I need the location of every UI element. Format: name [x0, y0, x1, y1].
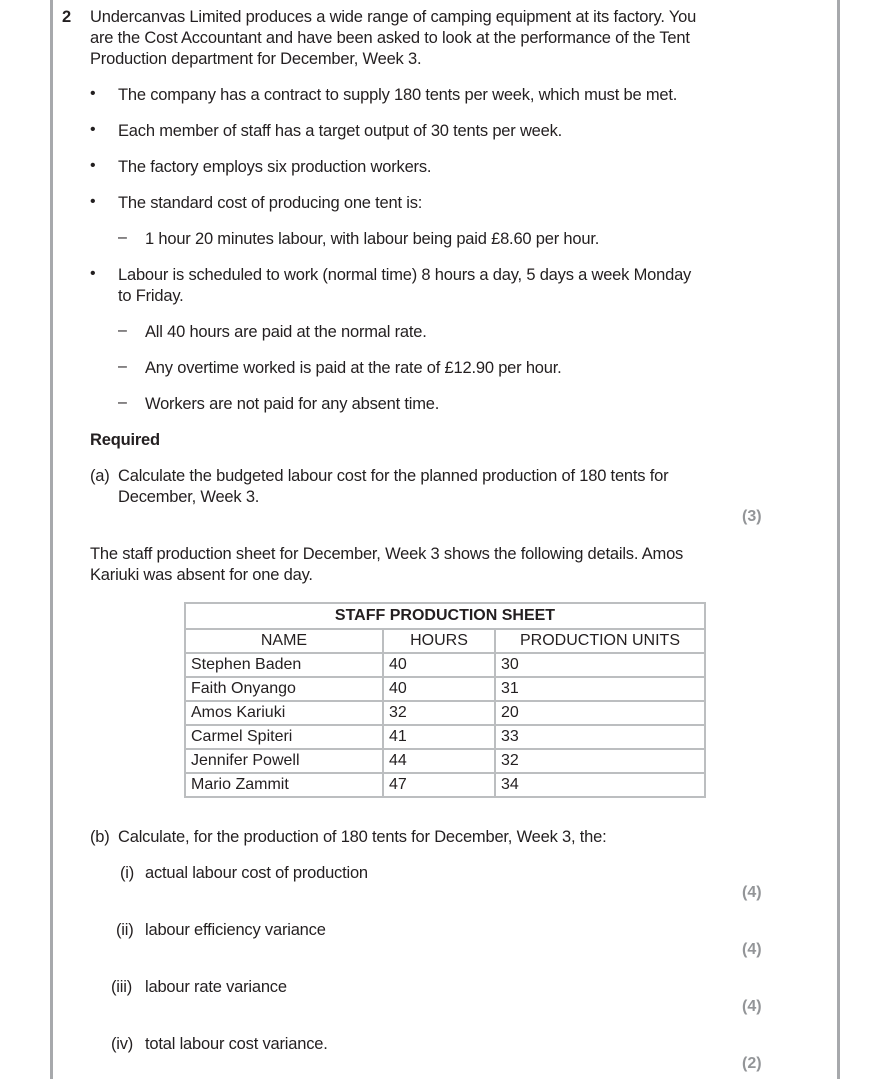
bullet-icon: • — [90, 157, 96, 174]
table-row — [185, 701, 705, 725]
table-row — [185, 677, 705, 701]
table-row — [185, 653, 705, 677]
intro-line: are the Cost Accountant and have been asked to look at the performance of the Tent — [90, 29, 690, 47]
sheet-intro: The staff production sheet for December, Week 3 shows the following details. Amos — [90, 545, 684, 563]
column-header-hours: HOURS — [383, 629, 495, 653]
cell-name: Stephen Baden — [185, 653, 383, 677]
bullet-icon: • — [90, 265, 96, 282]
subpart-text: actual labour cost of production — [145, 864, 368, 882]
cell-hours: 41 — [383, 725, 495, 749]
cell-name: Carmel Spiteri — [185, 725, 383, 749]
cell-hours: 44 — [383, 749, 495, 773]
cell-hours: 47 — [383, 773, 495, 797]
cell-units: 31 — [495, 677, 705, 701]
cell-name: Mario Zammit — [185, 773, 383, 797]
part-a-text: December, Week 3. — [118, 488, 260, 506]
marks-label: (2) — [742, 1055, 762, 1072]
marks-label: (4) — [742, 884, 762, 901]
bullet-text: The standard cost of producing one tent is: — [118, 194, 423, 212]
marks-label: (4) — [742, 941, 762, 958]
subpart-label: (iii) — [111, 978, 132, 996]
subpart-text: labour rate variance — [145, 978, 287, 996]
sheet-intro: Kariuki was absent for one day. — [90, 566, 313, 584]
dash-icon: – — [118, 358, 127, 375]
dash-text: Workers are not paid for any absent time. — [145, 395, 440, 413]
dash-icon: – — [118, 229, 127, 246]
column-header-name: NAME — [185, 629, 383, 653]
cell-units: 20 — [495, 701, 705, 725]
intro-line: Undercanvas Limited produces a wide range of camping equipment at its factory. You — [90, 8, 697, 26]
marks-label: (3) — [742, 508, 762, 525]
subpart-text: labour efficiency variance — [145, 921, 326, 939]
bullet-text: Labour is scheduled to work (normal time) 8 hours a day, 5 days a week Monday — [118, 266, 692, 284]
cell-hours: 40 — [383, 677, 495, 701]
column-header-units: PRODUCTION UNITS — [495, 629, 705, 653]
table-title: STAFF PRODUCTION SHEET — [185, 603, 705, 629]
question-number: 2 — [62, 8, 72, 26]
left-margin-rule — [50, 0, 53, 1079]
cell-units: 34 — [495, 773, 705, 797]
dash-text: All 40 hours are paid at the normal rate. — [145, 323, 427, 341]
subpart-text: total labour cost variance. — [145, 1035, 328, 1053]
subpart-label: (ii) — [116, 921, 134, 939]
bullet-icon: • — [90, 121, 96, 138]
bullet-icon: • — [90, 193, 96, 210]
part-b-label: (b) — [90, 828, 110, 846]
subpart-label: (i) — [120, 864, 135, 882]
dash-icon: – — [118, 394, 127, 411]
part-b-text: Calculate, for the production of 180 tents for December, Week 3, the: — [118, 828, 607, 846]
bullet-text: The company has a contract to supply 180 tents per week, which must be met. — [118, 86, 678, 104]
intro-line: Production department for December, Week 3. — [90, 50, 422, 68]
table-row — [185, 725, 705, 749]
cell-units: 32 — [495, 749, 705, 773]
dash-text: 1 hour 20 minutes labour, with labour being paid £8.60 per hour. — [145, 230, 600, 248]
cell-units: 33 — [495, 725, 705, 749]
cell-name: Faith Onyango — [185, 677, 383, 701]
cell-name: Amos Kariuki — [185, 701, 383, 725]
table-row — [185, 749, 705, 773]
part-a-text: Calculate the budgeted labour cost for the planned production of 180 tents for — [118, 467, 669, 485]
cell-name: Jennifer Powell — [185, 749, 383, 773]
subpart-label: (iv) — [111, 1035, 134, 1053]
table-row — [185, 773, 705, 797]
cell-units: 30 — [495, 653, 705, 677]
cell-hours: 40 — [383, 653, 495, 677]
marks-label: (4) — [742, 998, 762, 1015]
bullet-text: The factory employs six production workers. — [118, 158, 432, 176]
bullet-text: to Friday. — [118, 287, 184, 305]
cell-hours: 32 — [383, 701, 495, 725]
dash-text: Any overtime worked is paid at the rate of £12.90 per hour. — [145, 359, 562, 377]
bullet-icon: • — [90, 85, 96, 102]
staff-production-table — [184, 602, 706, 798]
right-margin-rule — [837, 0, 840, 1079]
part-a-label: (a) — [90, 467, 110, 485]
required-heading: Required — [90, 431, 160, 449]
bullet-text: Each member of staff has a target output of 30 tents per week. — [118, 122, 563, 140]
dash-icon: – — [118, 322, 127, 339]
